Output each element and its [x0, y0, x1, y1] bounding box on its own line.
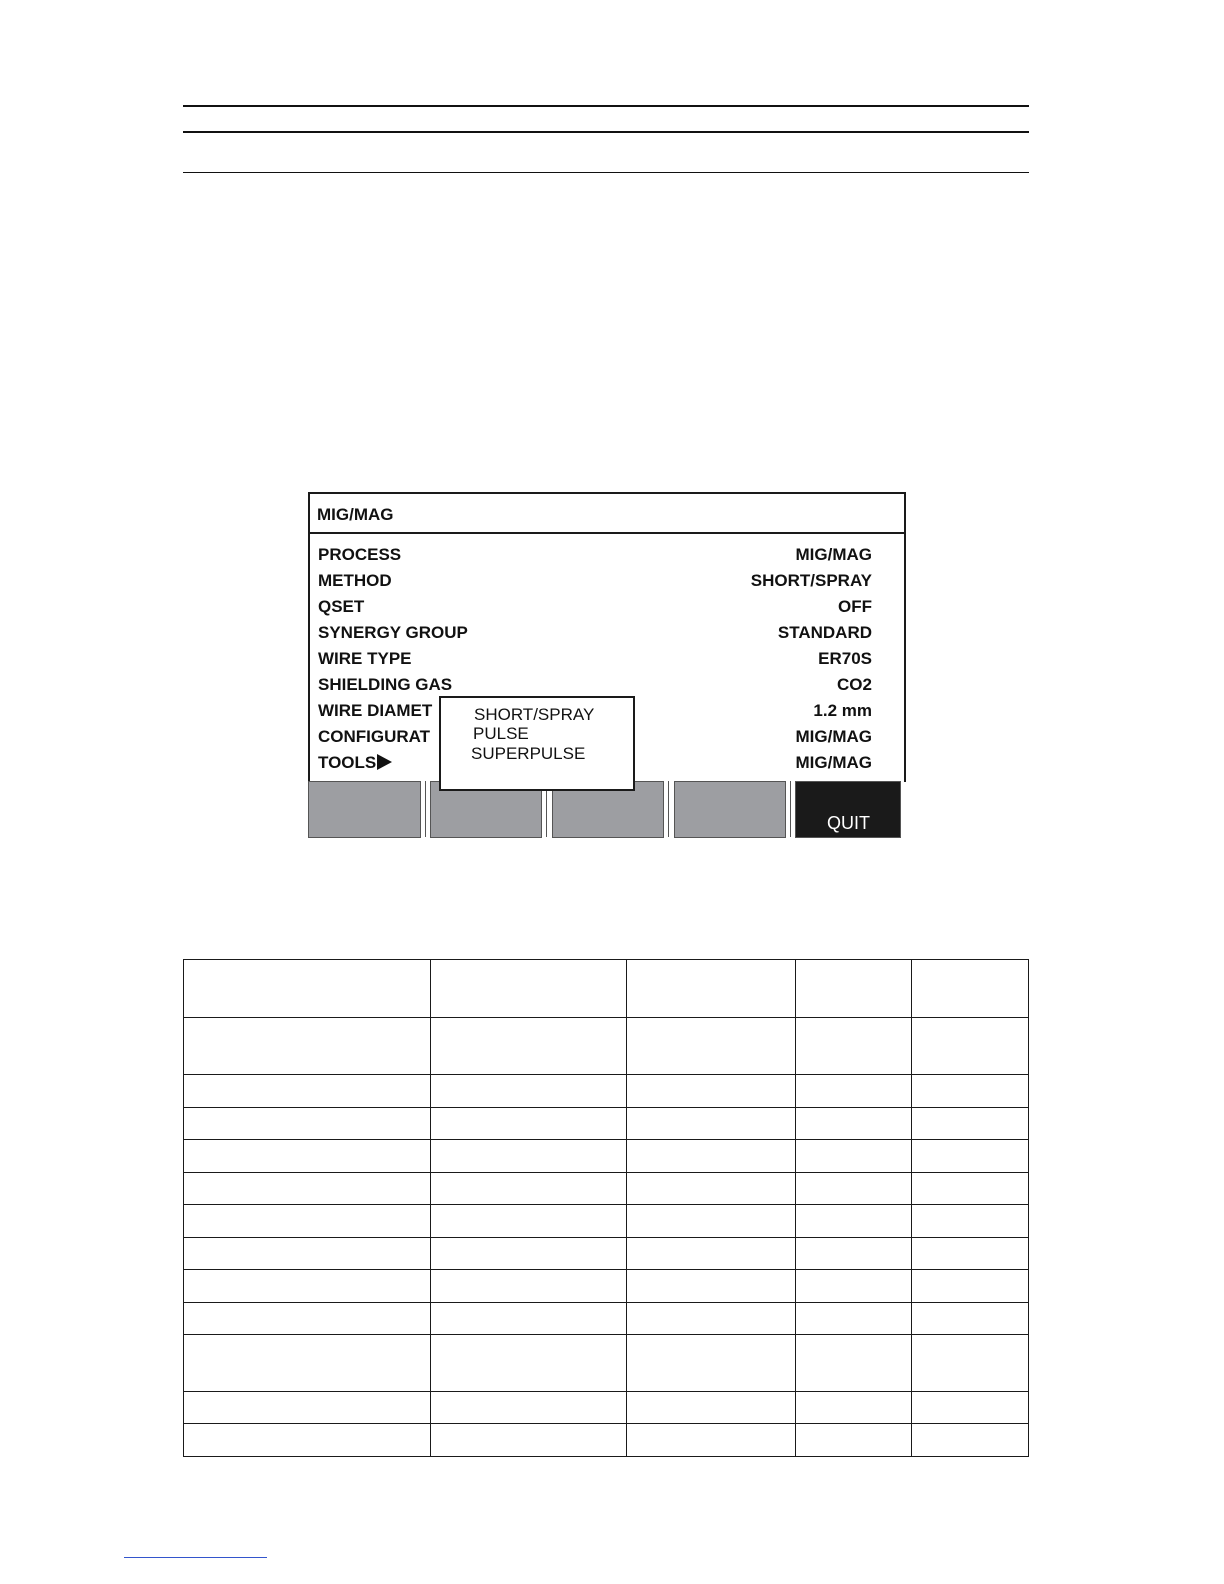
table-row	[184, 1303, 1029, 1335]
header-rule-bottom	[183, 172, 1029, 173]
menu-value: 1.2 mm	[813, 701, 872, 720]
menu-value: CO2	[837, 675, 872, 694]
popup-option[interactable]: SUPERPULSE	[471, 744, 586, 763]
softkey-1[interactable]	[308, 781, 421, 838]
menu-row-process[interactable]	[318, 545, 872, 571]
table-row	[184, 1018, 1029, 1075]
method-options-popup	[439, 696, 635, 791]
menu-label	[318, 753, 392, 773]
menu-label-text: TOOLS	[318, 753, 377, 772]
softkey-separator	[420, 781, 426, 837]
table-row	[184, 1140, 1029, 1173]
menu-value: STANDARD	[777, 623, 872, 642]
menu-label: WIRE DIAMET	[318, 701, 433, 720]
menu-label: WIRE TYPE	[318, 649, 412, 668]
table-row	[184, 1108, 1029, 1140]
menu-label: CONFIGURAT	[318, 727, 431, 746]
table-row	[184, 1270, 1029, 1303]
table-row	[184, 1075, 1029, 1108]
header-rule-middle	[183, 131, 1029, 133]
menu-row-qset[interactable]	[318, 597, 872, 623]
table-row	[184, 1424, 1029, 1457]
empty-table	[183, 959, 1029, 1457]
table-row	[184, 1335, 1029, 1392]
menu-value: SHORT/SPRAY	[750, 571, 872, 590]
menu-row-synergy-group[interactable]	[318, 623, 872, 649]
popup-option[interactable]: PULSE	[473, 724, 529, 743]
table-row	[184, 960, 1029, 1018]
display-frame	[308, 492, 906, 782]
table-row	[184, 1238, 1029, 1270]
menu-value: MIG/MAG	[795, 545, 872, 564]
softkey-4[interactable]	[674, 781, 786, 838]
table-row	[184, 1173, 1029, 1205]
display-title-bar	[310, 494, 904, 534]
popup-option[interactable]: SHORT/SPRAY	[474, 705, 595, 724]
quit-button[interactable]	[795, 781, 901, 838]
submenu-arrow-icon	[377, 754, 392, 770]
quit-label: QUIT	[827, 813, 870, 833]
footer-link-underline[interactable]	[124, 1557, 267, 1558]
header-rule-top	[183, 105, 1029, 107]
menu-row-method[interactable]	[318, 571, 872, 597]
menu-label: PROCESS	[318, 545, 402, 564]
menu-label: SHIELDING GAS	[318, 675, 453, 694]
menu-label: QSET	[318, 597, 365, 616]
display-screen	[308, 492, 904, 838]
menu-value: MIG/MAG	[795, 753, 872, 772]
menu-value: OFF	[838, 597, 872, 616]
table-row	[184, 1392, 1029, 1424]
softkey-separator	[785, 781, 791, 837]
menu-value: ER70S	[818, 649, 872, 668]
menu-value: MIG/MAG	[795, 727, 872, 746]
table-row	[184, 1205, 1029, 1238]
menu-row-wire-type[interactable]	[318, 649, 872, 675]
display-title: MIG/MAG	[317, 505, 394, 524]
menu-label: METHOD	[318, 571, 392, 590]
menu-label: SYNERGY GROUP	[318, 623, 468, 642]
softkey-separator	[663, 781, 669, 837]
